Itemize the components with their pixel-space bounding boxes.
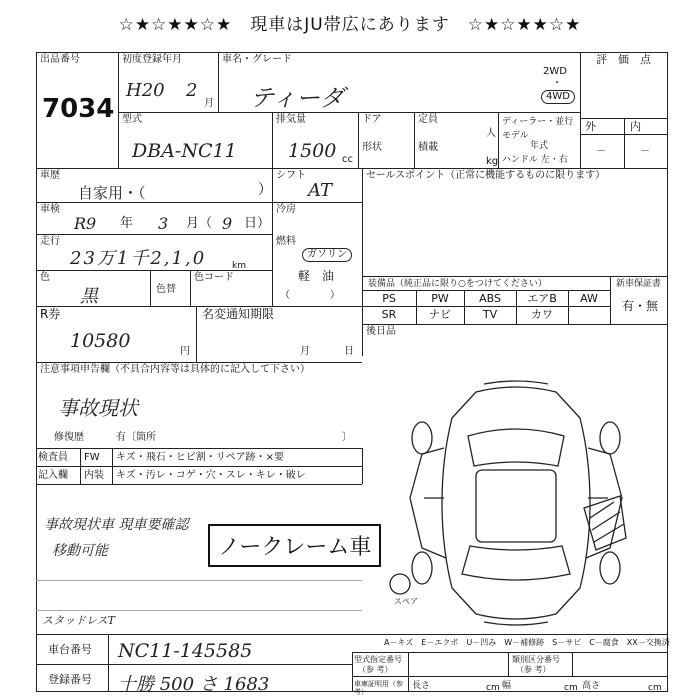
equip-ps: PS	[382, 292, 396, 305]
divider	[352, 652, 353, 692]
inspection-day: 9	[222, 214, 233, 233]
lot-label: 出品番号	[40, 54, 80, 65]
name-change-label: 名変通知期限	[202, 307, 275, 321]
writing-line	[36, 580, 362, 581]
shift-value: AT	[308, 180, 333, 201]
load-unit: kg	[486, 156, 499, 167]
first-reg-era: H20	[126, 80, 165, 101]
chassis-label: 車台番号	[48, 643, 92, 656]
designation-ref: （参 考）	[358, 665, 393, 674]
divider	[36, 448, 362, 449]
checker-entry-label: 記入欄	[38, 470, 68, 481]
model-year-label: モデル	[502, 131, 529, 141]
damage-legend: A－キズ E－エクボ U－凹み W－補修跡 S－サビ C－腐食 XX－交換済	[384, 638, 670, 647]
capacity-unit: 人	[486, 128, 496, 139]
color-value: 黒	[80, 286, 98, 307]
height-unit: cm	[648, 683, 662, 693]
equip-aw: AW	[580, 292, 598, 305]
divider	[572, 652, 573, 676]
ac-label: 冷房	[276, 204, 296, 215]
repair-value: 有〔箇所	[116, 432, 156, 443]
studless-tire-note: スタッドレスT	[42, 614, 116, 627]
divider	[362, 448, 363, 484]
drive-4wd: 4WD	[541, 90, 575, 104]
writing-line	[36, 610, 362, 611]
first-reg-month-unit: 月	[204, 98, 214, 109]
length-label: 長さ	[412, 681, 431, 691]
notes-label: 注意事項申告欄（不具合内容等は具体的に記入して下さい）	[40, 364, 310, 375]
divider	[218, 52, 219, 112]
divider	[414, 112, 415, 168]
sales-point-label: セールスポイント（正常に機能するものに限ります）	[366, 170, 606, 181]
equip-abs: ABS	[479, 292, 501, 305]
equip-sr: SR	[381, 308, 397, 321]
divider	[272, 112, 273, 168]
divider	[580, 52, 581, 168]
divider	[362, 276, 668, 277]
dealer-label: ディーラー・並行	[502, 117, 574, 127]
divider	[80, 448, 81, 484]
fuel-label: 燃料	[276, 236, 296, 247]
reg-value: 十勝 500 さ 1683	[118, 674, 270, 695]
class-ref: （参 考）	[516, 665, 551, 674]
divider	[36, 234, 272, 235]
fuel-gasoline: ガソリン	[302, 248, 352, 262]
divider	[36, 664, 352, 665]
equip-navi: ナビ	[429, 308, 451, 321]
divider	[362, 168, 363, 356]
checker-fw: FW	[84, 452, 100, 463]
inspection-year-unit: 年	[120, 216, 134, 231]
first-reg-label: 初度登録年月	[122, 54, 182, 65]
divider	[36, 362, 362, 363]
warranty-value: 有・無	[622, 299, 659, 313]
use-label: 車歴	[40, 170, 60, 181]
displacement-unit: cc	[342, 154, 353, 165]
inspection-label: 車検	[40, 204, 60, 215]
year-label: 年式	[530, 141, 549, 151]
divider	[508, 652, 509, 676]
divider	[112, 448, 113, 484]
divider	[272, 168, 273, 306]
model-name-label: 車名・グレード	[222, 54, 292, 65]
equipment-label: 装備品（純正品に限り○をつけてください）	[368, 279, 547, 289]
divider	[408, 652, 409, 692]
doors-label: ドア	[362, 114, 382, 125]
type-value: DBA-NC11	[132, 140, 237, 162]
inspection-month: 3	[158, 214, 169, 233]
rear-items-label: 後日品	[366, 326, 396, 337]
use-close: ）	[258, 182, 272, 198]
equip-pw: PW	[431, 292, 449, 305]
equip-airbag: エアB	[527, 292, 557, 305]
displacement-label: 排気量	[276, 114, 306, 125]
fuel-paren: （ ）	[280, 290, 340, 301]
car-damage-diagram	[364, 378, 668, 628]
grade-interior-value: －	[640, 146, 650, 157]
warranty-label: 新車保証書	[616, 279, 662, 289]
mileage-unit: km	[232, 261, 246, 271]
checker-label: 検査員	[38, 452, 68, 463]
inspection-month-unit: 月（	[186, 216, 213, 231]
drive-2wd: 2WD	[543, 66, 567, 77]
divider	[118, 52, 119, 168]
recycle-value: 10580	[70, 330, 131, 352]
divider	[362, 324, 668, 325]
color-label: 色	[40, 272, 50, 283]
load-label: 積載	[418, 142, 438, 153]
color-code-label: 色コード	[194, 272, 234, 283]
notes-value: 事故現状	[58, 396, 138, 420]
grade-outer-label: 外	[585, 120, 596, 133]
divider	[498, 112, 499, 168]
lot-number: 7034	[42, 94, 115, 124]
name-change-day: 日	[344, 346, 354, 357]
divider	[108, 634, 109, 692]
remarks-line1: 事故現状車 現車要確認	[44, 517, 189, 533]
divider	[36, 634, 668, 635]
divider	[624, 118, 625, 168]
fuel-light-oil: 軽 油	[298, 269, 335, 283]
first-reg-month: 2	[186, 80, 198, 101]
chassis-value: NC11-145585	[118, 640, 253, 662]
divider	[352, 652, 668, 653]
use-value: 自家用・（	[78, 184, 146, 202]
class-label: 類別区分番号	[512, 655, 560, 664]
divider	[118, 112, 580, 113]
divider	[36, 466, 362, 467]
banner-notice: ☆★☆★★☆★ 現車はJU帯広にあります ☆★☆★★☆★	[118, 15, 582, 35]
inspection-day-unit: 日）	[244, 216, 271, 231]
designation-label: 型式指定番号	[354, 655, 402, 664]
spare-label: スペア	[394, 597, 418, 606]
divider	[36, 484, 362, 485]
width-unit: cm	[564, 683, 578, 693]
mileage-value: 23万1千2,1,0	[70, 248, 207, 269]
divider	[352, 676, 668, 677]
checker-fw-text: キズ・飛石・ヒビ割・リペア跡・×要	[116, 452, 284, 463]
equip-tv: TV	[482, 308, 498, 321]
grade-label: 評 価 点	[596, 53, 651, 66]
name-change-month: 月	[300, 346, 310, 357]
height-label: 高さ	[582, 681, 601, 691]
grade-interior-label: 内	[630, 120, 641, 133]
capacity-label: 定員	[418, 114, 438, 125]
recycle-label: R券	[40, 307, 61, 321]
divider	[358, 112, 359, 168]
shape-label: 形状	[362, 142, 382, 153]
checker-inside: 内装	[84, 470, 104, 481]
model-name: ティーダ	[250, 84, 345, 112]
divider	[362, 306, 610, 307]
repair-close: 〕	[342, 432, 352, 443]
grade-outer-value: －	[596, 146, 606, 157]
divider	[362, 290, 610, 291]
length-unit: cm	[486, 683, 500, 693]
shift-label: シフト	[276, 170, 306, 181]
mileage-label: 走行	[40, 236, 60, 247]
divider	[196, 306, 197, 362]
divider	[610, 276, 611, 324]
divider	[150, 270, 151, 306]
handle-label: ハンドル 左・右	[502, 155, 568, 165]
repair-label: 修復歴	[54, 432, 84, 443]
reg-label: 登録番号	[48, 673, 92, 686]
garage-label: 車庫証明用（参 考）	[354, 680, 403, 696]
equip-leather: カワ	[531, 308, 553, 321]
color-change-label: 色替	[156, 284, 176, 295]
checker-inside-text: キズ・汚レ・コゲ・穴・スレ・キレ・破レ	[116, 470, 306, 481]
drive-sep: ・	[552, 78, 562, 89]
displacement-value: 1500	[288, 140, 337, 162]
recycle-unit: 円	[180, 346, 190, 357]
no-claim-stamp: ノークレーム車	[208, 524, 381, 567]
type-label: 型式	[122, 114, 142, 125]
divider	[190, 270, 191, 306]
divider	[36, 168, 668, 169]
width-label: 幅	[502, 681, 512, 691]
inspection-era: R9	[74, 214, 97, 233]
remarks-line2: 移動可能	[52, 543, 108, 559]
